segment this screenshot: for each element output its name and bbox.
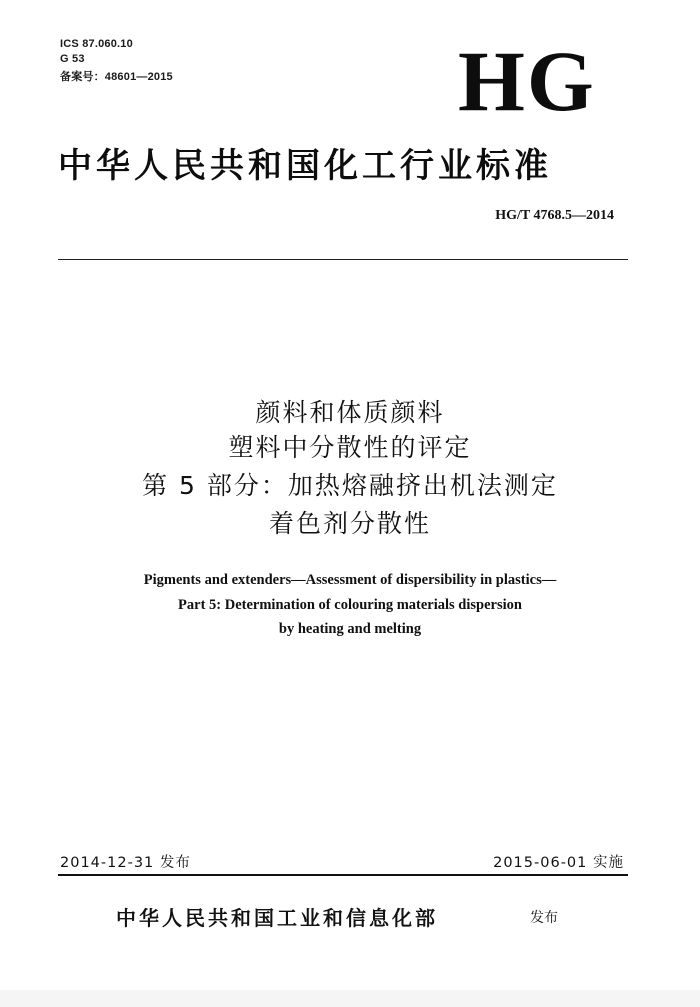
issuing-authority-suffix: 发布 bbox=[530, 910, 558, 926]
cn-title-line-4: 着色剂分散性 bbox=[268, 509, 431, 538]
ccs-code: G 53 bbox=[60, 53, 85, 65]
ics-code: ICS 87.060.10 bbox=[60, 38, 133, 50]
issue-date: 2014-12-31 发布 bbox=[60, 855, 191, 871]
implementation-date: 2015-06-01 实施 bbox=[493, 855, 624, 871]
cn-title-line-3: 第 5 部分：加热熔融挤出机法测定 bbox=[142, 471, 558, 500]
header-divider bbox=[58, 259, 628, 260]
standard-category-title: 中华人民共和国化工行业标准 bbox=[58, 146, 552, 186]
standard-number: HG/T 4768.5—2014 bbox=[495, 208, 614, 223]
page-bottom-edge bbox=[0, 990, 700, 1007]
en-title-line-3: by heating and melting bbox=[278, 621, 422, 637]
footer-divider bbox=[58, 874, 628, 876]
cn-title-line-2: 塑料中分散性的评定 bbox=[228, 433, 472, 462]
cn-title-line-1: 颜料和体质颜料 bbox=[255, 398, 445, 427]
en-title-line-1: Pigments and extenders—Assessment of dispersibility in plastics— bbox=[143, 572, 557, 588]
issuing-authority: 中华人民共和国工业和信息化部 bbox=[116, 906, 438, 930]
filing-number: 备案号：48601—2015 bbox=[60, 71, 173, 83]
en-title-line-2: Part 5: Determination of colouring materials dispersion bbox=[178, 597, 522, 613]
hg-logo: HG bbox=[458, 33, 596, 129]
